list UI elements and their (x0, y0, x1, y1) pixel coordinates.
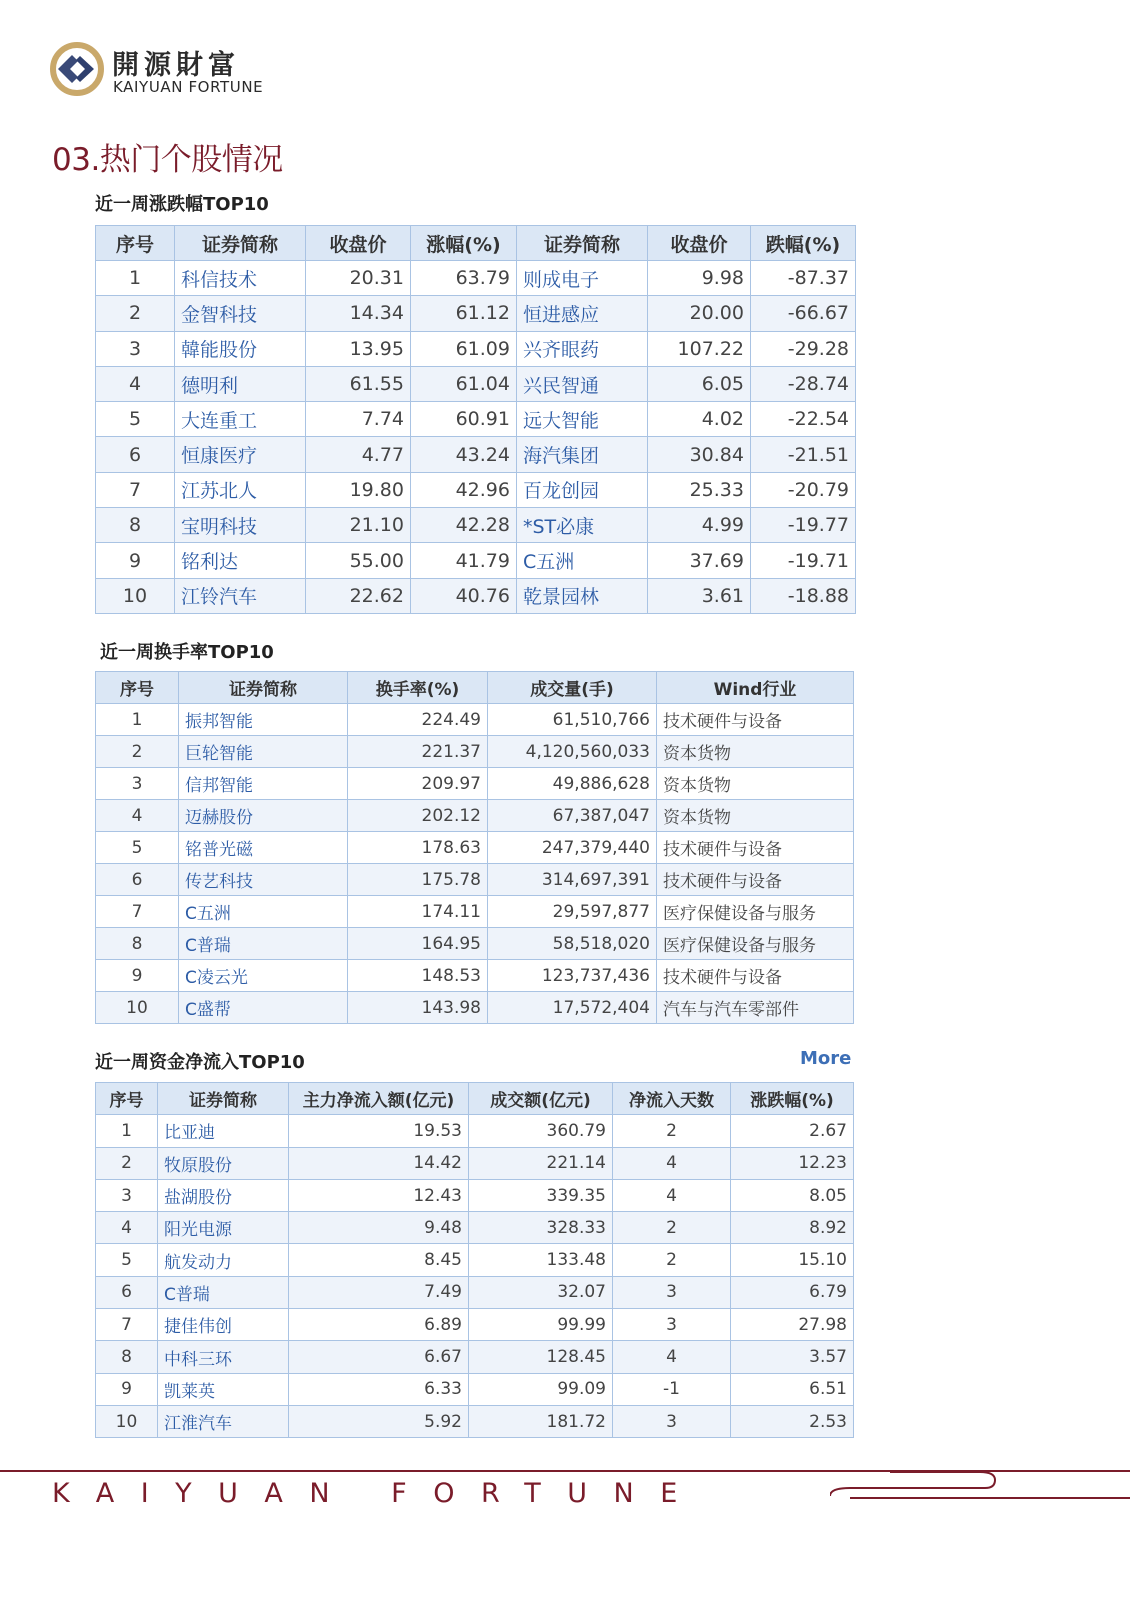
table-cell: 1 (96, 261, 175, 296)
table-cell: 360.79 (469, 1115, 613, 1147)
table-cell: 221.37 (348, 736, 488, 768)
footer-brand: KAIYUAN FORTUNE (52, 1478, 704, 1509)
column-header: 成交额(亿元) (469, 1083, 613, 1115)
table-cell: 61.04 (411, 366, 517, 401)
security-name-link[interactable]: 恒进感应 (517, 296, 648, 331)
table-cell: 314,697,391 (488, 864, 657, 896)
table-row (96, 1179, 854, 1211)
table-row (96, 508, 856, 543)
table-cell: 30.84 (648, 437, 751, 472)
table-row (96, 1244, 854, 1276)
table-cell: 4 (613, 1341, 731, 1373)
security-name-link[interactable]: 巨轮智能 (179, 736, 348, 768)
table-cell: 资本货物 (657, 736, 854, 768)
table-cell: -19.77 (751, 508, 856, 543)
table-row (96, 296, 856, 331)
table-cell: 资本货物 (657, 800, 854, 832)
table-cell: 61,510,766 (488, 704, 657, 736)
table-cell: 13.95 (306, 331, 411, 366)
table-row (96, 800, 854, 832)
table-cell: 107.22 (648, 331, 751, 366)
table-cell: 技术硬件与设备 (657, 704, 854, 736)
table-cell: 21.10 (306, 508, 411, 543)
table-cell: 汽车与汽车零部件 (657, 992, 854, 1024)
table-cell: 19.80 (306, 472, 411, 507)
table-cell: 6.67 (289, 1341, 469, 1373)
footer-swoosh-icon (830, 1466, 1130, 1506)
security-name-link[interactable]: C凌云光 (179, 960, 348, 992)
table-cell: 61.09 (411, 331, 517, 366)
table-cell: 6.05 (648, 366, 751, 401)
table-cell: 174.11 (348, 896, 488, 928)
security-name-link[interactable]: 江淮汽车 (158, 1405, 289, 1437)
column-header: 涨跌幅(%) (731, 1083, 854, 1115)
table-header-row (96, 226, 856, 261)
table-cell: 14.42 (289, 1147, 469, 1179)
table-cell: 8 (96, 508, 175, 543)
table-cell: 9 (96, 1373, 158, 1405)
column-header: 证券简称 (179, 672, 348, 704)
table-cell: 22.62 (306, 578, 411, 613)
table-cell: 资本货物 (657, 768, 854, 800)
table-cell: 15.10 (731, 1244, 854, 1276)
table-cell: 20.31 (306, 261, 411, 296)
table-cell: 12.23 (731, 1147, 854, 1179)
table-cell: 2 (613, 1212, 731, 1244)
security-name-link[interactable]: 金智科技 (175, 296, 306, 331)
security-name-link[interactable]: C五洲 (179, 896, 348, 928)
column-header: 证券简称 (517, 226, 648, 261)
table-cell: 143.98 (348, 992, 488, 1024)
table-cell: 4.99 (648, 508, 751, 543)
table-cell: 2.53 (731, 1405, 854, 1437)
table-cell: -1 (613, 1373, 731, 1405)
table-cell: 67,387,047 (488, 800, 657, 832)
table-cell: 8.45 (289, 1244, 469, 1276)
table-cell: 29,597,877 (488, 896, 657, 928)
table-cell: 61.55 (306, 366, 411, 401)
table-cell: 63.79 (411, 261, 517, 296)
table-row (96, 437, 856, 472)
table-cell: 9 (96, 960, 179, 992)
table-cell: 医疗保健设备与服务 (657, 928, 854, 960)
table3-title: 近一周资金净流入TOP10 (95, 1052, 305, 1073)
table-cell: 技术硬件与设备 (657, 864, 854, 896)
security-name-link[interactable]: 捷佳伟创 (158, 1309, 289, 1341)
table-cell: 17,572,404 (488, 992, 657, 1024)
table-cell: -18.88 (751, 578, 856, 613)
table-row (96, 704, 854, 736)
table-cell: 61.12 (411, 296, 517, 331)
table-cell: 7.74 (306, 402, 411, 437)
column-header: 序号 (96, 672, 179, 704)
table-cell: 7 (96, 1309, 158, 1341)
table-cell: 1 (96, 1115, 158, 1147)
table-cell: 6.33 (289, 1373, 469, 1405)
table-header-row (96, 1083, 854, 1115)
table-cell: 8 (96, 928, 179, 960)
table-cell: -21.51 (751, 437, 856, 472)
table-cell: 49,886,628 (488, 768, 657, 800)
table-cell: 99.09 (469, 1373, 613, 1405)
security-name-link[interactable]: 凯莱英 (158, 1373, 289, 1405)
table-cell: 99.99 (469, 1309, 613, 1341)
table-cell: 148.53 (348, 960, 488, 992)
table-cell: 181.72 (469, 1405, 613, 1437)
security-name-link[interactable]: 传艺科技 (179, 864, 348, 896)
table-cell: 178.63 (348, 832, 488, 864)
table-cell: 5.92 (289, 1405, 469, 1437)
security-name-link[interactable]: 中科三环 (158, 1341, 289, 1373)
table-cell: 40.76 (411, 578, 517, 613)
table-cell: 6 (96, 437, 175, 472)
table-row (96, 960, 854, 992)
table-cell: 42.96 (411, 472, 517, 507)
table-cell: 128.45 (469, 1341, 613, 1373)
table-cell: 2 (613, 1115, 731, 1147)
table-cell: 209.97 (348, 768, 488, 800)
more-link[interactable]: More (800, 1048, 852, 1069)
company-logo (50, 42, 310, 100)
column-header: 证券简称 (158, 1083, 289, 1115)
column-header: 换手率(%) (348, 672, 488, 704)
security-name-link[interactable]: 信邦智能 (179, 768, 348, 800)
turnover-top10-table (95, 671, 854, 1024)
table-cell: 4,120,560,033 (488, 736, 657, 768)
table-row (96, 366, 856, 401)
security-name-link[interactable]: 韓能股份 (175, 331, 306, 366)
table-row (96, 928, 854, 960)
table-cell: 3 (613, 1309, 731, 1341)
table-cell: 8 (96, 1341, 158, 1373)
security-name-link[interactable]: C五洲 (517, 543, 648, 578)
security-name-link[interactable]: 则成电子 (517, 261, 648, 296)
table-cell: 221.14 (469, 1147, 613, 1179)
security-name-link[interactable]: 比亚迪 (158, 1115, 289, 1147)
security-name-link[interactable]: 科信技术 (175, 261, 306, 296)
table-row (96, 992, 854, 1024)
table1-title: 近一周涨跌幅TOP10 (95, 194, 269, 215)
table-cell: 技术硬件与设备 (657, 960, 854, 992)
table-row (96, 1115, 854, 1147)
table-row (96, 1212, 854, 1244)
table-cell: 3.57 (731, 1341, 854, 1373)
price-change-top10-table (95, 225, 856, 614)
table-row (96, 331, 856, 366)
table-cell: 3.61 (648, 578, 751, 613)
table-cell: 339.35 (469, 1179, 613, 1211)
column-header: 序号 (96, 1083, 158, 1115)
table-cell: 164.95 (348, 928, 488, 960)
security-name-link[interactable]: 兴齐眼药 (517, 331, 648, 366)
table-cell: 25.33 (648, 472, 751, 507)
table-cell: 9.48 (289, 1212, 469, 1244)
table-cell: 32.07 (469, 1276, 613, 1308)
logo-english-text: KAIYUAN FORTUNE (113, 78, 264, 96)
table-cell: -22.54 (751, 402, 856, 437)
security-name-link[interactable]: 海汽集团 (517, 437, 648, 472)
table-cell: 2.67 (731, 1115, 854, 1147)
column-header: 序号 (96, 226, 175, 261)
table-cell: 7 (96, 472, 175, 507)
table-cell: 224.49 (348, 704, 488, 736)
table2-title: 近一周换手率TOP10 (100, 642, 274, 663)
table-cell: 19.53 (289, 1115, 469, 1147)
table-row (96, 1309, 854, 1341)
table-cell: 247,379,440 (488, 832, 657, 864)
table-cell: 14.34 (306, 296, 411, 331)
kaiyuan-logo-icon (50, 42, 104, 96)
table-cell: 10 (96, 578, 175, 613)
table-row (96, 768, 854, 800)
table-row (96, 1147, 854, 1179)
table-cell: 4 (96, 800, 179, 832)
logo-chinese-text: 開源財富 (112, 50, 240, 81)
security-name-link[interactable]: 航发动力 (158, 1244, 289, 1276)
table-cell: -87.37 (751, 261, 856, 296)
table-cell: 5 (96, 832, 179, 864)
table-cell: 4.77 (306, 437, 411, 472)
table-cell: 4 (613, 1147, 731, 1179)
column-header: Wind行业 (657, 672, 854, 704)
column-header: 成交量(手) (488, 672, 657, 704)
table-cell: 3 (96, 331, 175, 366)
security-name-link[interactable]: 恒康医疗 (175, 437, 306, 472)
security-name-link[interactable]: 振邦智能 (179, 704, 348, 736)
table-row (96, 736, 854, 768)
table-row (96, 1405, 854, 1437)
table-cell: 55.00 (306, 543, 411, 578)
table-cell: 2 (96, 1147, 158, 1179)
table-cell: -20.79 (751, 472, 856, 507)
column-header: 收盘价 (648, 226, 751, 261)
table-cell: 4 (613, 1179, 731, 1211)
table-cell: 58,518,020 (488, 928, 657, 960)
security-name-link[interactable]: 阳光电源 (158, 1212, 289, 1244)
table-cell: 10 (96, 992, 179, 1024)
table-cell: 5 (96, 402, 175, 437)
column-header: 主力净流入额(亿元) (289, 1083, 469, 1115)
security-name-link[interactable]: 江铃汽车 (175, 578, 306, 613)
security-name-link[interactable]: 乾景园林 (517, 578, 648, 613)
table-row (96, 472, 856, 507)
table-cell: 20.00 (648, 296, 751, 331)
table-cell: 8.92 (731, 1212, 854, 1244)
section-title: 03.热门个股情况 (52, 142, 283, 178)
table-cell: 123,737,436 (488, 960, 657, 992)
table-cell: 41.79 (411, 543, 517, 578)
table-row (96, 402, 856, 437)
table-cell: 7 (96, 896, 179, 928)
table-cell: 328.33 (469, 1212, 613, 1244)
security-name-link[interactable]: *ST必康 (517, 508, 648, 543)
table-cell: 5 (96, 1244, 158, 1276)
table-cell: 202.12 (348, 800, 488, 832)
table-cell: 9 (96, 543, 175, 578)
table-cell: 3 (613, 1276, 731, 1308)
column-header: 涨幅(%) (411, 226, 517, 261)
table-cell: 10 (96, 1405, 158, 1437)
table-cell: -66.67 (751, 296, 856, 331)
security-name-link[interactable]: 铭普光磁 (179, 832, 348, 864)
table-cell: 6.89 (289, 1309, 469, 1341)
table-cell: 2 (613, 1244, 731, 1276)
security-name-link[interactable]: 百龙创园 (517, 472, 648, 507)
table-cell: 技术硬件与设备 (657, 832, 854, 864)
table-cell: -29.28 (751, 331, 856, 366)
table-cell: 27.98 (731, 1309, 854, 1341)
security-name-link[interactable]: C盛帮 (179, 992, 348, 1024)
table-cell: 133.48 (469, 1244, 613, 1276)
table-cell: 4 (96, 366, 175, 401)
security-name-link[interactable]: 大连重工 (175, 402, 306, 437)
table-row (96, 578, 856, 613)
table-cell: 37.69 (648, 543, 751, 578)
table-cell: 3 (96, 1179, 158, 1211)
security-name-link[interactable]: 江苏北人 (175, 472, 306, 507)
security-name-link[interactable]: 铭利达 (175, 543, 306, 578)
table-cell: -19.71 (751, 543, 856, 578)
table-cell: 6.51 (731, 1373, 854, 1405)
table-row (96, 896, 854, 928)
table-cell: 60.91 (411, 402, 517, 437)
table-header-row (96, 672, 854, 704)
security-name-link[interactable]: 迈赫股份 (179, 800, 348, 832)
table-cell: 9.98 (648, 261, 751, 296)
security-name-link[interactable]: 德明利 (175, 366, 306, 401)
table-cell: 7.49 (289, 1276, 469, 1308)
column-header: 证券简称 (175, 226, 306, 261)
table-cell: 43.24 (411, 437, 517, 472)
table-cell: 175.78 (348, 864, 488, 896)
column-header: 跌幅(%) (751, 226, 856, 261)
security-name-link[interactable]: 远大智能 (517, 402, 648, 437)
table-cell: 4.02 (648, 402, 751, 437)
column-header: 净流入天数 (613, 1083, 731, 1115)
table-row (96, 1276, 854, 1308)
table-cell: 4 (96, 1212, 158, 1244)
security-name-link[interactable]: 牧原股份 (158, 1147, 289, 1179)
column-header: 收盘价 (306, 226, 411, 261)
table-cell: 3 (613, 1405, 731, 1437)
security-name-link[interactable]: 盐湖股份 (158, 1179, 289, 1211)
table-cell: 6 (96, 1276, 158, 1308)
table-cell: 1 (96, 704, 179, 736)
table-row (96, 1341, 854, 1373)
net-inflow-top10-table (95, 1082, 854, 1438)
table-row (96, 1373, 854, 1405)
table-row (96, 832, 854, 864)
table-row (96, 261, 856, 296)
table-cell: 2 (96, 296, 175, 331)
table-cell: 42.28 (411, 508, 517, 543)
table-cell: 3 (96, 768, 179, 800)
security-name-link[interactable]: 兴民智通 (517, 366, 648, 401)
security-name-link[interactable]: C普瑞 (158, 1276, 289, 1308)
security-name-link[interactable]: 宝明科技 (175, 508, 306, 543)
table-cell: 2 (96, 736, 179, 768)
table-row (96, 543, 856, 578)
table-cell: 12.43 (289, 1179, 469, 1211)
table-cell: 医疗保健设备与服务 (657, 896, 854, 928)
table-cell: 6.79 (731, 1276, 854, 1308)
table-cell: -28.74 (751, 366, 856, 401)
table-cell: 8.05 (731, 1179, 854, 1211)
security-name-link[interactable]: C普瑞 (179, 928, 348, 960)
table-row (96, 864, 854, 896)
table-cell: 6 (96, 864, 179, 896)
